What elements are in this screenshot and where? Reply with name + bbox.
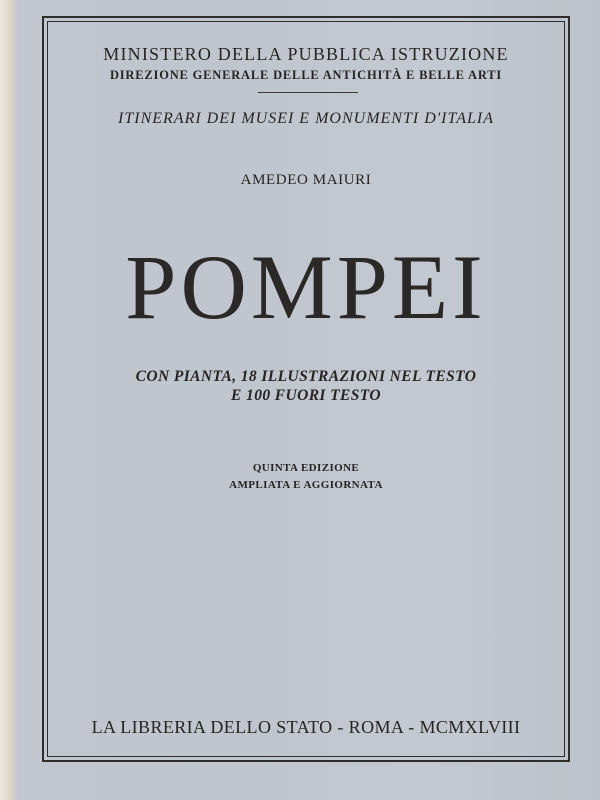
series-title: ITINERARI DEI MUSEI E MONUMENTI D'ITALIA <box>118 110 494 127</box>
subtitle-line-1: CON PIANTA, 18 ILLUSTRAZIONI NEL TESTO <box>135 368 477 385</box>
book-title: POMPEI <box>125 236 487 338</box>
publisher-line: LA LIBRERIA DELLO STATO - ROMA - MCMXLVIII <box>91 717 521 737</box>
edition-line-2: AMPLIATA E AGGIORNATA <box>229 479 383 491</box>
ministry-heading: MINISTERO DELLA PUBBLICA ISTRUZIONE <box>103 44 509 64</box>
edition-line-1: QUINTA EDIZIONE <box>252 462 360 474</box>
direction-heading: DIREZIONE GENERALE DELLE ANTICHITÀ E BELLE ARTI <box>109 68 503 82</box>
author-name: AMEDEO MAIURI <box>240 172 372 188</box>
divider-rule <box>258 92 358 93</box>
page-edge <box>0 0 12 800</box>
subtitle-line-2: E 100 FUORI TESTO <box>231 387 381 404</box>
